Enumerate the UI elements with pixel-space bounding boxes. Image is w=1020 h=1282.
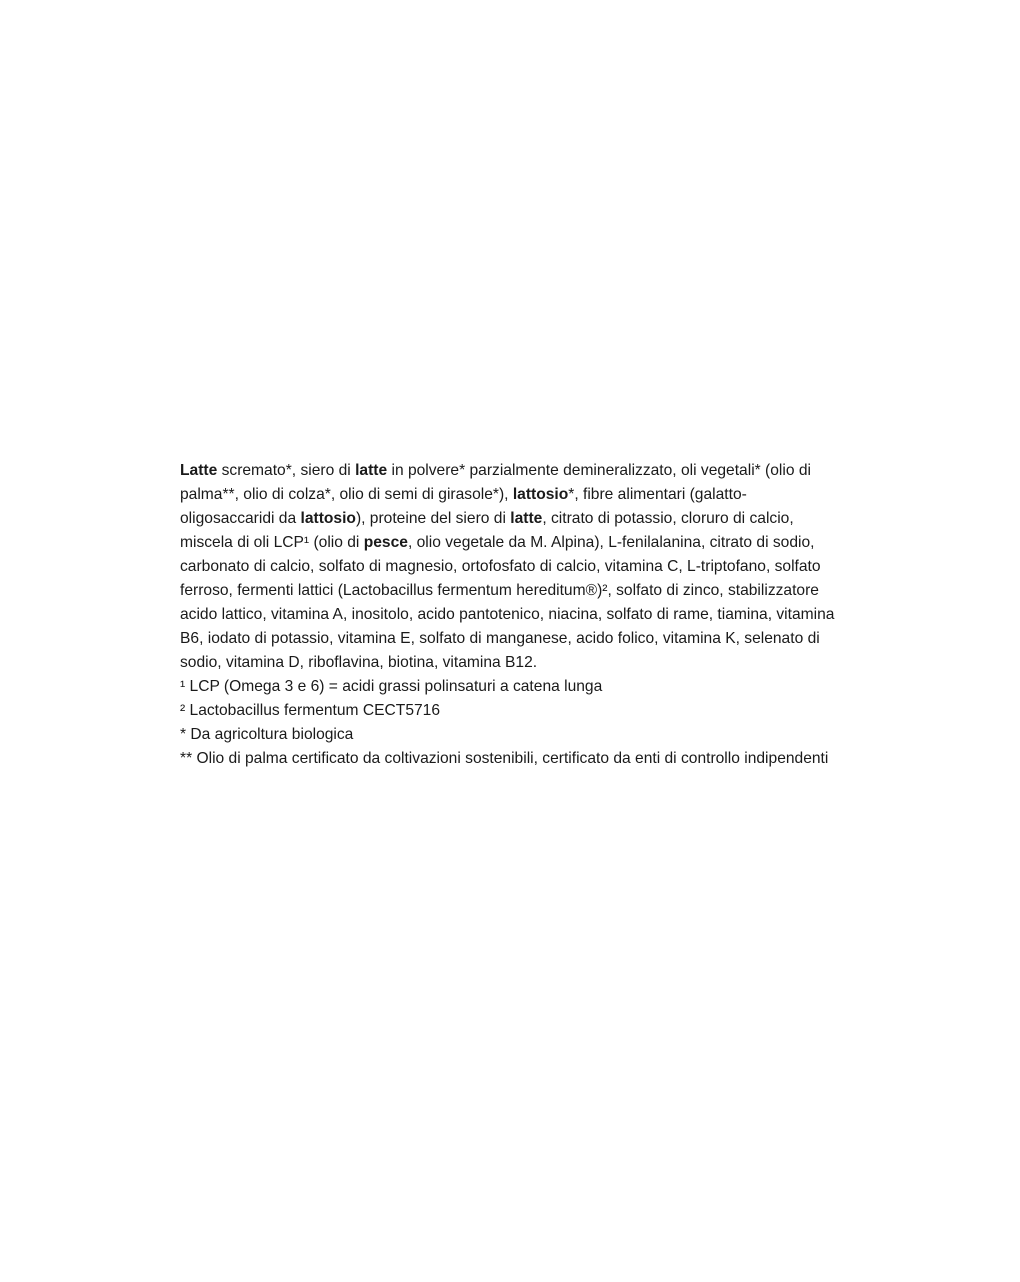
allergen-highlight: lattosio [300, 510, 356, 527]
allergen-highlight: latte [510, 510, 543, 527]
ingredient-text: ), proteine del siero di [355, 510, 511, 527]
allergen-highlight: latte [355, 462, 388, 479]
ingredients-label [180, 459, 840, 771]
ingredient-text: *, fibre alimentari (galatto-oligosaccaridi da [180, 486, 747, 527]
allergen-highlight: Latte [180, 462, 218, 479]
ingredient-text: scremato*, siero di [217, 462, 356, 479]
footnote-lcp: ¹ LCP (Omega 3 e 6) = acidi grassi polinsaturi a catena lunga [180, 678, 603, 695]
ingredient-text: , citrato di potassio, cloruro di calcio, miscela di oli LCP¹ (olio di [180, 510, 794, 551]
footnote-lactobacillus: ² Lactobacillus fermentum CECT5716 [180, 702, 441, 719]
footnote-organic: * Da agricoltura biologica [180, 726, 354, 743]
allergen-highlight: lattosio [512, 486, 569, 503]
ingredient-text: , olio vegetale da M. Alpina), L-fenilalanina, citrato di sodio, carbonato di calcio, solfato di magnesio, ortofosfato di calcio, vitamina C, L-triptofano, solfato ferroso, fermenti lattici (Lactobacillus fermentum hereditum®)², solfato di zinco, stabilizzatore acido lattico, vitamina A, inositolo, acido pantotenico, niacina, solfato di rame, tiamina, vitamina B6, iodato di potassio, vitamina E, solfato di manganese, acido folico, vitamina K, selenato di sodio, vitamina D, riboflavina, biotina, vitamina B12. [180, 534, 835, 671]
ingredient-text: in polvere* parzialmente demineralizzato, oli vegetali* (olio di palma**, olio di colza*, olio di semi di girasole*), [180, 462, 811, 503]
ingredients-paragraph [180, 459, 840, 675]
footnote-palm-oil: ** Olio di palma certificato da coltivazioni sostenibili, certificato da enti di controllo indipendenti [180, 750, 829, 767]
allergen-highlight: pesce [363, 534, 408, 551]
